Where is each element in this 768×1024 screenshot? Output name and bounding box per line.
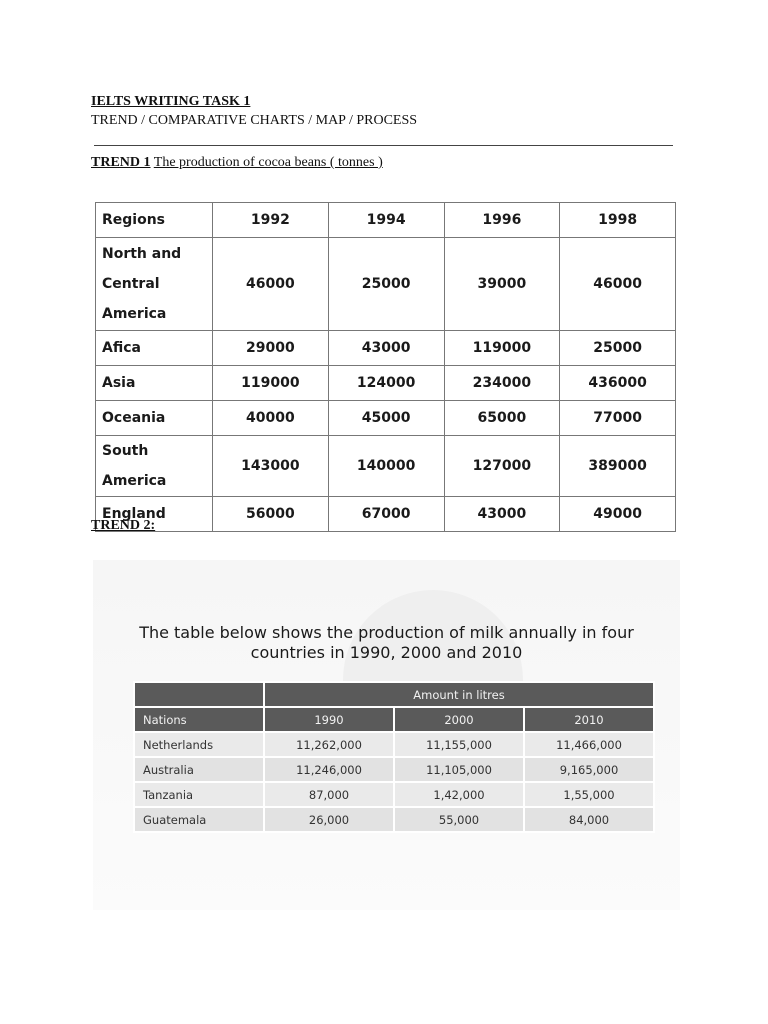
horizontal-rule (94, 145, 673, 146)
table-row (134, 757, 654, 782)
region-cell (96, 238, 213, 331)
region-cell: South America (96, 436, 213, 497)
trend1-label: TREND 1 (91, 155, 151, 170)
table-row (134, 732, 654, 757)
milk-table-image (93, 560, 680, 910)
value-cell: 11,155,000 (394, 732, 524, 757)
value-cell: 25000 (560, 331, 676, 366)
value-cell: 119000 (213, 366, 329, 401)
value-cell: 84,000 (524, 807, 654, 832)
table-row (96, 436, 676, 497)
cocoa-header-cell: 1998 (560, 203, 676, 238)
region-cell: Oceania (96, 401, 213, 436)
value-cell: 46000 (560, 238, 676, 331)
table-row (134, 807, 654, 832)
region-line: Central (102, 276, 160, 292)
value-cell: 124000 (328, 366, 444, 401)
value-cell: 49000 (560, 497, 676, 532)
value-cell: 45000 (328, 401, 444, 436)
value-cell: 46000 (213, 238, 329, 331)
value-cell: 1,55,000 (524, 782, 654, 807)
milk-group-header-row (134, 682, 654, 707)
value-cell: 234000 (444, 366, 560, 401)
value-cell: 40000 (213, 401, 329, 436)
page-subheading: TREND / COMPARATIVE CHARTS / MAP / PROCESS (91, 113, 418, 128)
milk-header-row (134, 707, 654, 732)
region-cell: England (96, 497, 213, 532)
milk-header-blank (134, 682, 264, 707)
cocoa-header-cell: Regions (96, 203, 213, 238)
cocoa-header-cell: 1992 (213, 203, 329, 238)
value-cell: 140000 (328, 436, 444, 497)
value-cell: 87,000 (264, 782, 394, 807)
value-cell: 389000 (560, 436, 676, 497)
value-cell: 11,262,000 (264, 732, 394, 757)
nation-cell: Australia (134, 757, 264, 782)
value-cell: 11,466,000 (524, 732, 654, 757)
trend2-label: TREND 2: (91, 518, 156, 533)
value-cell: 436000 (560, 366, 676, 401)
value-cell: 26,000 (264, 807, 394, 832)
region-line: America (102, 306, 167, 322)
milk-title-line: The table below shows the production of milk annually in four (139, 623, 634, 642)
cocoa-table (95, 202, 676, 532)
milk-table (133, 681, 655, 833)
value-cell: 29000 (213, 331, 329, 366)
region-cell: Asia (96, 366, 213, 401)
value-cell: 119000 (444, 331, 560, 366)
trend1-heading (91, 155, 383, 171)
region-line: North and (102, 246, 182, 262)
value-cell: 39000 (444, 238, 560, 331)
milk-group-header: Amount in litres (264, 682, 654, 707)
milk-header-cell: 2010 (524, 707, 654, 732)
nation-cell: Tanzania (134, 782, 264, 807)
value-cell: 11,105,000 (394, 757, 524, 782)
trend1-description: The production of cocoa beans ( tonnes ) (153, 155, 383, 170)
value-cell: 55,000 (394, 807, 524, 832)
value-cell: 67000 (328, 497, 444, 532)
region-cell: Afica (96, 331, 213, 366)
value-cell: 77000 (560, 401, 676, 436)
nation-cell: Guatemala (134, 807, 264, 832)
table-row (96, 238, 676, 331)
milk-table-title (93, 623, 680, 663)
cocoa-header-cell: 1996 (444, 203, 560, 238)
value-cell: 43000 (328, 331, 444, 366)
nation-cell: Netherlands (134, 732, 264, 757)
milk-header-cell: 1990 (264, 707, 394, 732)
value-cell: 11,246,000 (264, 757, 394, 782)
value-cell: 143000 (213, 436, 329, 497)
table-row (96, 331, 676, 366)
value-cell: 65000 (444, 401, 560, 436)
value-cell: 127000 (444, 436, 560, 497)
milk-header-cell: 2000 (394, 707, 524, 732)
table-row (96, 366, 676, 401)
table-row (96, 497, 676, 532)
value-cell: 56000 (213, 497, 329, 532)
value-cell: 9,165,000 (524, 757, 654, 782)
value-cell: 1,42,000 (394, 782, 524, 807)
milk-header-cell: Nations (134, 707, 264, 732)
milk-title-line: countries in 1990, 2000 and 2010 (250, 643, 523, 662)
table-row (96, 401, 676, 436)
cocoa-table-header-row (96, 203, 676, 238)
value-cell: 25000 (328, 238, 444, 331)
page-heading: IELTS WRITING TASK 1 (91, 94, 251, 109)
cocoa-header-cell: 1994 (328, 203, 444, 238)
value-cell: 43000 (444, 497, 560, 532)
table-row (134, 782, 654, 807)
